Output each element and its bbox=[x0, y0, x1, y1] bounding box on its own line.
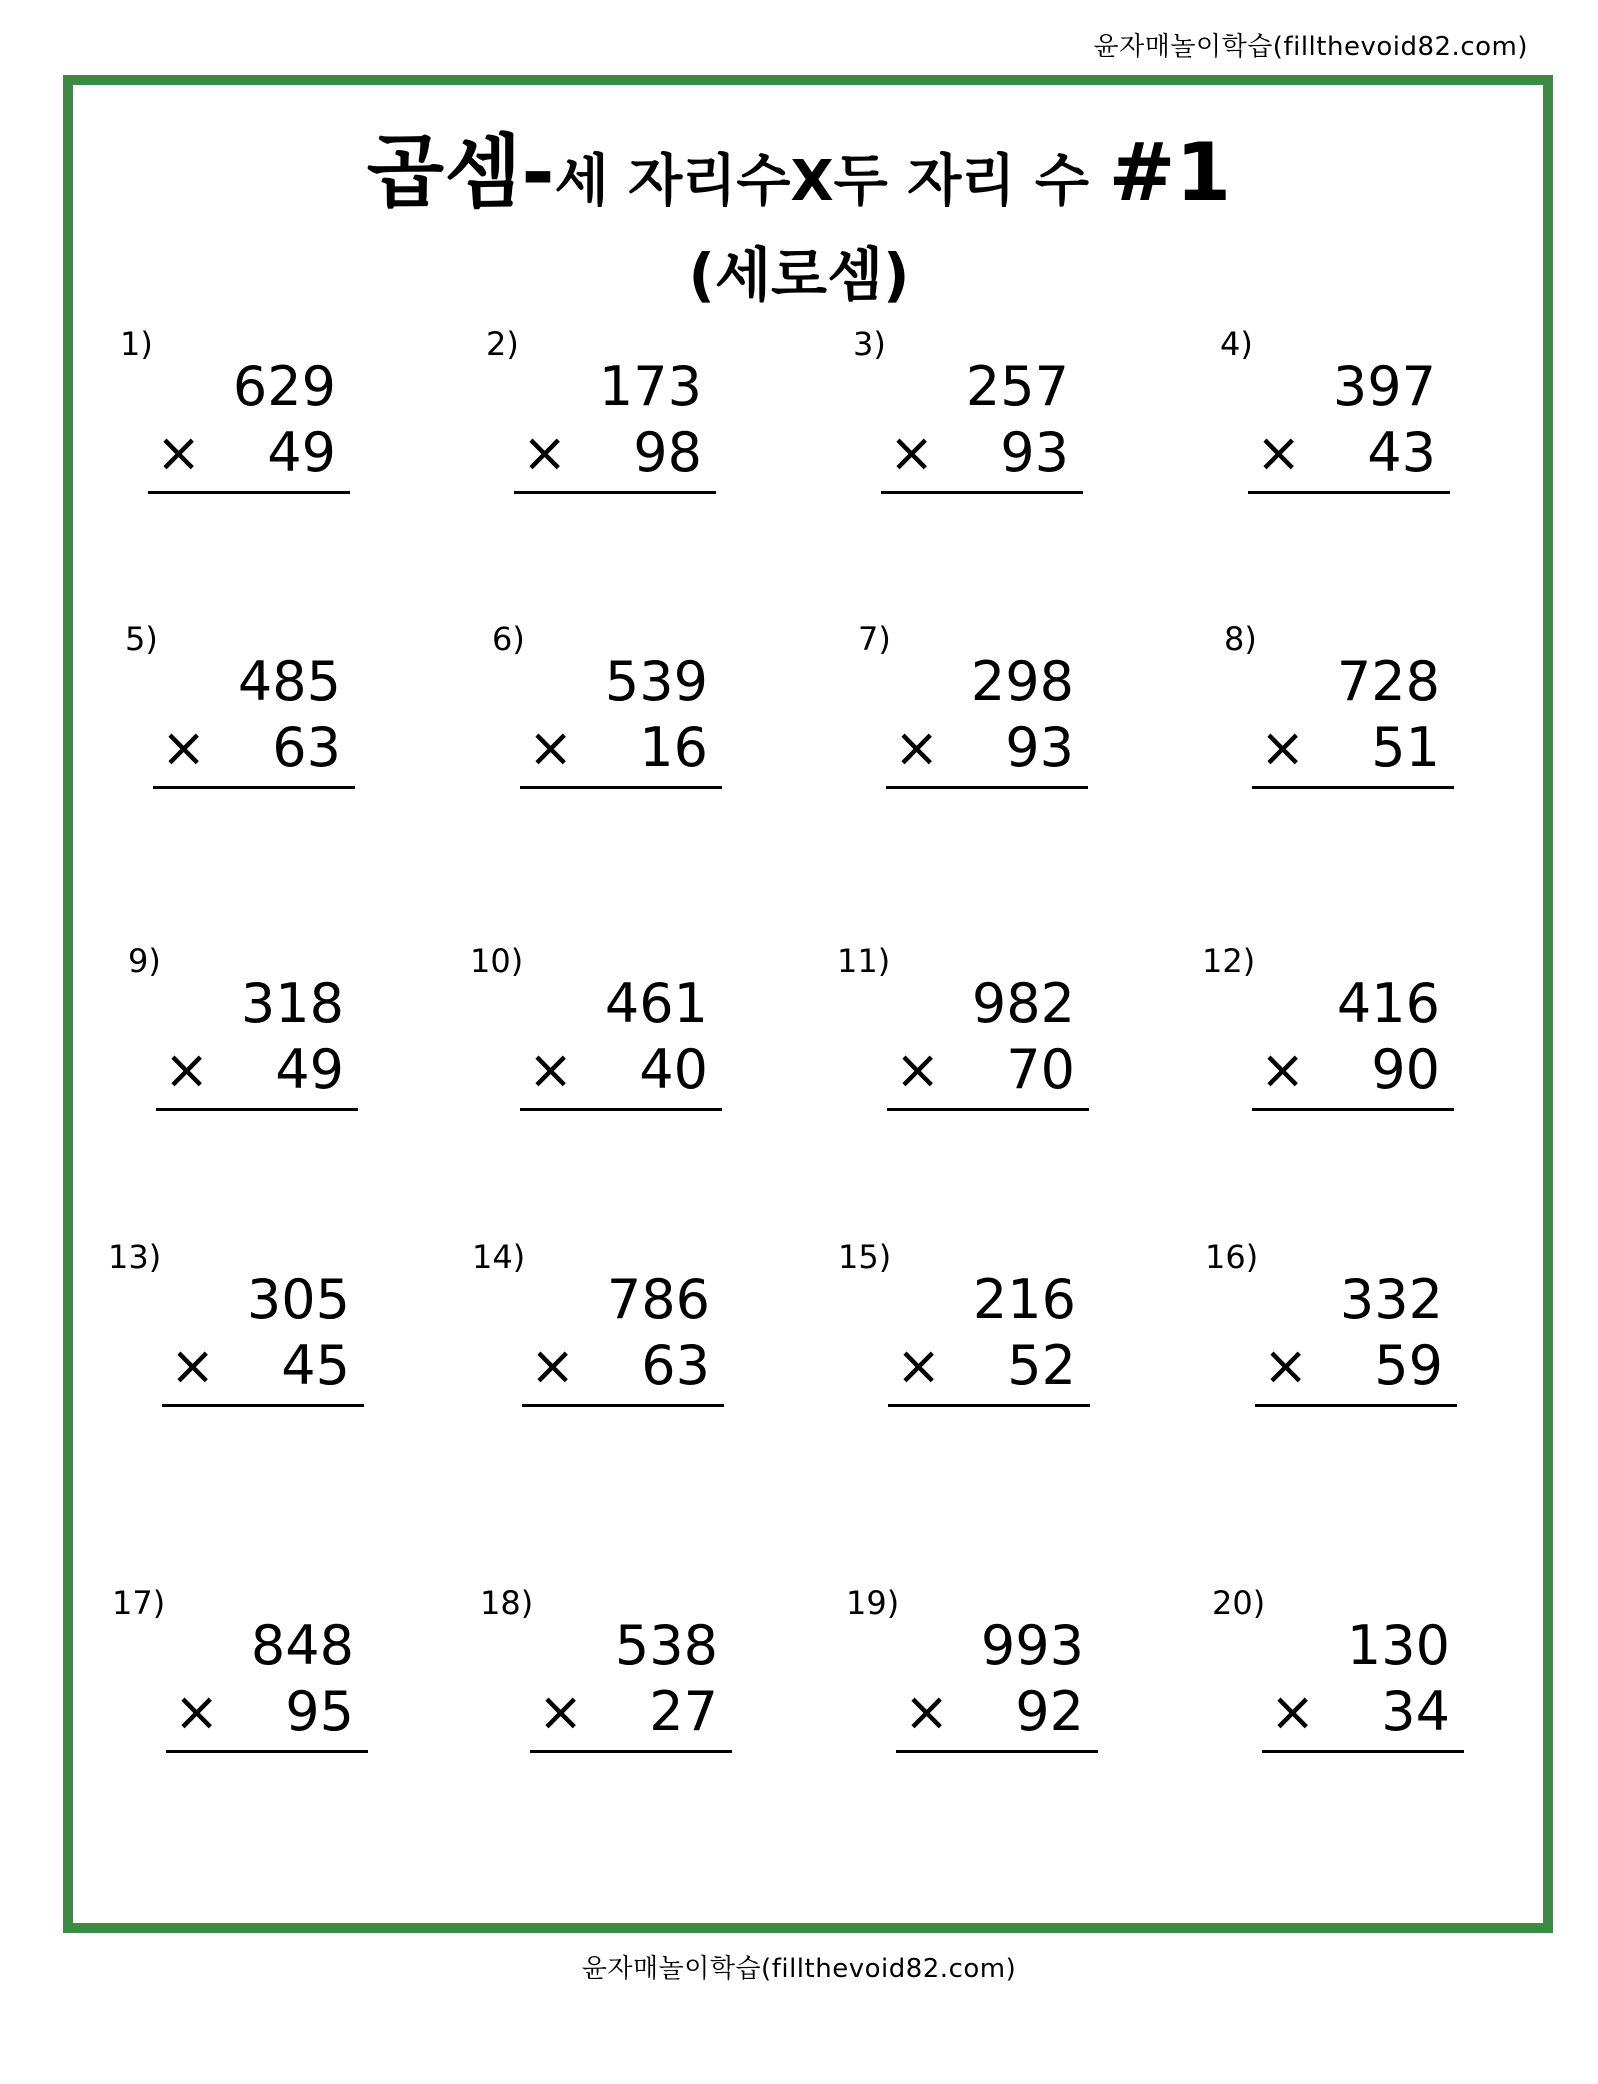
times-sign: × bbox=[896, 1334, 942, 1397]
problem-number: 3) bbox=[853, 325, 886, 363]
multiplicand: 332 bbox=[1339, 1268, 1443, 1331]
problem bbox=[837, 942, 1089, 1132]
multiplier: 45 bbox=[281, 1334, 350, 1397]
multiplier: 59 bbox=[1374, 1334, 1443, 1397]
multiplier: 49 bbox=[275, 1038, 344, 1101]
multiplier-row bbox=[520, 716, 722, 789]
problem-number: 9) bbox=[128, 942, 161, 980]
times-sign: × bbox=[1260, 716, 1306, 779]
multiplicand: 416 bbox=[1336, 972, 1440, 1035]
problem-number: 1) bbox=[120, 325, 153, 363]
times-sign: × bbox=[895, 1038, 941, 1101]
multiplier-row bbox=[530, 1680, 732, 1753]
multiplier: 93 bbox=[1005, 716, 1074, 779]
problem bbox=[125, 620, 355, 810]
multiplier: 49 bbox=[267, 421, 336, 484]
multiplicand: 318 bbox=[240, 972, 344, 1035]
multiplier-row bbox=[881, 421, 1083, 494]
times-sign: × bbox=[164, 1038, 210, 1101]
problem-number: 20) bbox=[1212, 1584, 1266, 1622]
problem bbox=[858, 620, 1088, 810]
multiplicand: 848 bbox=[250, 1614, 354, 1677]
title-number: #1 bbox=[1108, 126, 1232, 219]
multiplier: 95 bbox=[285, 1680, 354, 1743]
problem bbox=[470, 942, 722, 1132]
multiplier-row bbox=[1252, 716, 1454, 789]
multiplier: 92 bbox=[1015, 1680, 1084, 1743]
multiplicand: 130 bbox=[1346, 1614, 1450, 1677]
problem bbox=[472, 1238, 724, 1428]
times-sign: × bbox=[522, 421, 568, 484]
multiplier-row bbox=[887, 1038, 1089, 1111]
multiplier: 70 bbox=[1006, 1038, 1075, 1101]
problem-number: 15) bbox=[838, 1238, 892, 1276]
problem-number: 12) bbox=[1202, 942, 1256, 980]
multiplier-row bbox=[522, 1334, 724, 1407]
problem-number: 17) bbox=[112, 1584, 166, 1622]
problem-number: 8) bbox=[1224, 620, 1257, 658]
times-sign: × bbox=[528, 716, 574, 779]
times-sign: × bbox=[156, 421, 202, 484]
problem bbox=[128, 942, 358, 1132]
multiplicand: 485 bbox=[237, 650, 341, 713]
times-sign: × bbox=[1256, 421, 1302, 484]
title-rest: 세 자리수X두 자리 수 bbox=[554, 149, 1109, 214]
times-sign: × bbox=[528, 1038, 574, 1101]
multiplier: 63 bbox=[641, 1334, 710, 1397]
problem-number: 4) bbox=[1220, 325, 1253, 363]
multiplicand: 728 bbox=[1336, 650, 1440, 713]
problem-number: 11) bbox=[837, 942, 891, 980]
multiplicand: 298 bbox=[970, 650, 1074, 713]
problem-number: 13) bbox=[108, 1238, 162, 1276]
problem-number: 6) bbox=[492, 620, 525, 658]
times-sign: × bbox=[1260, 1038, 1306, 1101]
title-main: 곱셈- bbox=[366, 126, 555, 219]
problem bbox=[112, 1584, 368, 1774]
times-sign: × bbox=[538, 1680, 584, 1743]
problem bbox=[1205, 1238, 1457, 1428]
multiplier-row bbox=[520, 1038, 722, 1111]
multiplier-row bbox=[1248, 421, 1450, 494]
multiplier: 93 bbox=[1000, 421, 1069, 484]
multiplier: 52 bbox=[1007, 1334, 1076, 1397]
problem bbox=[1220, 325, 1450, 515]
problem bbox=[492, 620, 722, 810]
problem-number: 18) bbox=[480, 1584, 534, 1622]
multiplicand: 461 bbox=[604, 972, 708, 1035]
credit-top: 윤자매놀이학습(fillthevoid82.com) bbox=[1093, 32, 1528, 62]
times-sign: × bbox=[889, 421, 935, 484]
times-sign: × bbox=[1270, 1680, 1316, 1743]
multiplicand: 538 bbox=[614, 1614, 718, 1677]
multiplier: 40 bbox=[639, 1038, 708, 1101]
times-sign: × bbox=[530, 1334, 576, 1397]
multiplier: 16 bbox=[639, 716, 708, 779]
multiplier: 63 bbox=[272, 716, 341, 779]
multiplicand: 216 bbox=[972, 1268, 1076, 1331]
multiplier-row bbox=[886, 716, 1088, 789]
problem-number: 16) bbox=[1205, 1238, 1259, 1276]
multiplier-row bbox=[148, 421, 350, 494]
credit-bottom: 윤자매놀이학습(fillthevoid82.com) bbox=[581, 1954, 1017, 1984]
multiplicand: 993 bbox=[980, 1614, 1084, 1677]
problem-number: 2) bbox=[486, 325, 519, 363]
multiplier: 98 bbox=[633, 421, 702, 484]
problem bbox=[1212, 1584, 1464, 1774]
problem bbox=[846, 1584, 1098, 1774]
problem-number: 7) bbox=[858, 620, 891, 658]
multiplier: 27 bbox=[649, 1680, 718, 1743]
multiplier: 51 bbox=[1371, 716, 1440, 779]
problem bbox=[486, 325, 716, 515]
times-sign: × bbox=[894, 716, 940, 779]
times-sign: × bbox=[170, 1334, 216, 1397]
multiplier-row bbox=[162, 1334, 364, 1407]
multiplicand: 397 bbox=[1332, 355, 1436, 418]
problem bbox=[853, 325, 1083, 515]
times-sign: × bbox=[174, 1680, 220, 1743]
problem-number: 14) bbox=[472, 1238, 526, 1276]
multiplicand: 786 bbox=[606, 1268, 710, 1331]
multiplier: 90 bbox=[1371, 1038, 1440, 1101]
problem-number: 5) bbox=[125, 620, 158, 658]
multiplier-row bbox=[1252, 1038, 1454, 1111]
multiplier-row bbox=[896, 1680, 1098, 1753]
page-title bbox=[0, 108, 1598, 223]
problem bbox=[480, 1584, 732, 1774]
multiplicand: 629 bbox=[232, 355, 336, 418]
problem bbox=[1202, 942, 1454, 1132]
multiplier-row bbox=[514, 421, 716, 494]
multiplier: 34 bbox=[1381, 1680, 1450, 1743]
times-sign: × bbox=[1263, 1334, 1309, 1397]
problem bbox=[108, 1238, 364, 1428]
multiplicand: 173 bbox=[598, 355, 702, 418]
multiplier-row bbox=[153, 716, 355, 789]
multiplicand: 539 bbox=[604, 650, 708, 713]
page-subtitle: (세로셈) bbox=[688, 241, 910, 309]
problem-number: 19) bbox=[846, 1584, 900, 1622]
times-sign: × bbox=[904, 1680, 950, 1743]
problem bbox=[1224, 620, 1454, 810]
multiplier-row bbox=[156, 1038, 358, 1111]
problem bbox=[838, 1238, 1090, 1428]
problem-number: 10) bbox=[470, 942, 524, 980]
multiplier-row bbox=[888, 1334, 1090, 1407]
multiplicand: 257 bbox=[965, 355, 1069, 418]
problem bbox=[120, 325, 350, 515]
times-sign: × bbox=[161, 716, 207, 779]
multiplier-row bbox=[166, 1680, 368, 1753]
multiplier: 43 bbox=[1367, 421, 1436, 484]
multiplier-row bbox=[1262, 1680, 1464, 1753]
multiplicand: 982 bbox=[971, 972, 1075, 1035]
multiplier-row bbox=[1255, 1334, 1457, 1407]
multiplicand: 305 bbox=[246, 1268, 350, 1331]
